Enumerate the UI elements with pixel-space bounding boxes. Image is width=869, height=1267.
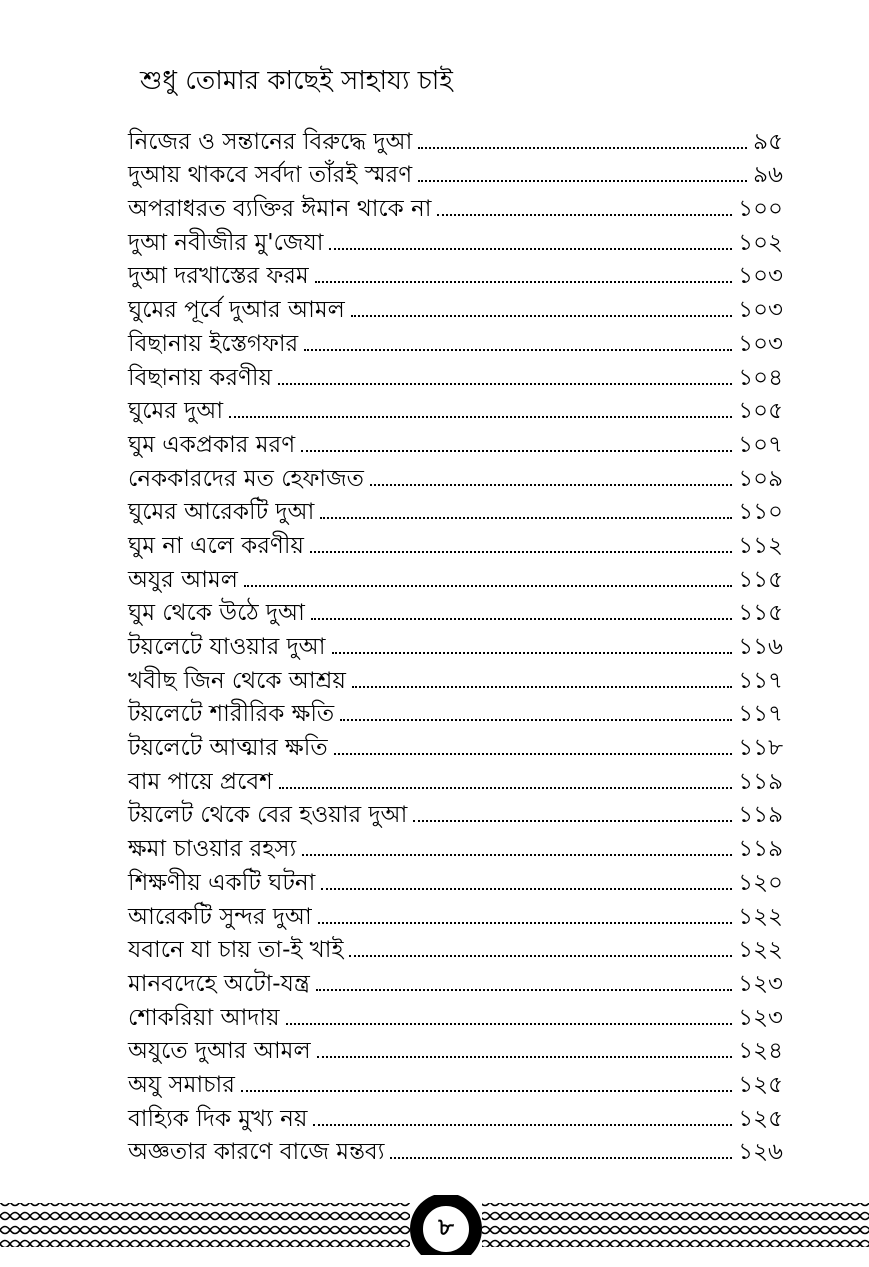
dotted-leader bbox=[332, 652, 733, 654]
toc-entry-page: ১০৩ bbox=[738, 330, 783, 357]
toc-entry bbox=[128, 1097, 783, 1131]
toc-entry-title: অযুর আমল bbox=[128, 566, 238, 593]
dotted-leader bbox=[229, 416, 732, 418]
dotted-leader bbox=[313, 1124, 732, 1126]
dotted-leader bbox=[278, 383, 732, 385]
toc-entry-title: বাহ্যিক দিক মুখ্য নয় bbox=[128, 1105, 308, 1132]
toc-entry-title: ঘুমের দুআ bbox=[128, 398, 224, 425]
toc-entry-title: বিছানায় করণীয় bbox=[128, 364, 273, 391]
toc-entry-page: ১১৫ bbox=[738, 600, 783, 627]
toc-entry bbox=[128, 1063, 783, 1097]
dotted-leader bbox=[334, 753, 733, 755]
toc-entry-page: ১২২ bbox=[738, 903, 783, 930]
toc-entry-page: ১২৩ bbox=[738, 1004, 783, 1031]
dotted-leader bbox=[390, 1157, 732, 1159]
toc-entry-title: অপরাধরত ব্যক্তির ঈমান থাকে না bbox=[128, 196, 432, 223]
toc-entry bbox=[128, 625, 783, 659]
toc-entry-page: ১১৭ bbox=[738, 667, 783, 694]
toc-entry bbox=[128, 693, 783, 727]
toc-entry-page: ১০৫ bbox=[738, 398, 783, 425]
dotted-leader bbox=[351, 315, 732, 317]
toc-entry-page: ১১৯ bbox=[738, 768, 783, 795]
toc-entry-title: নেককারদের মত হেফাজত bbox=[128, 465, 364, 492]
dotted-leader bbox=[304, 349, 732, 351]
toc-entry-page: ১১২ bbox=[738, 532, 783, 559]
toc-entry-title: দুআ নবীজীর মু'জেযা bbox=[128, 229, 324, 256]
toc-entry-page: ১১৭ bbox=[738, 701, 783, 728]
toc-entry-page: ১০৭ bbox=[738, 431, 783, 458]
toc-entry bbox=[128, 423, 783, 457]
toc-entry-title: ঘুমের পূর্বে দুআর আমল bbox=[128, 297, 345, 324]
dotted-leader bbox=[316, 989, 732, 991]
dotted-leader bbox=[244, 585, 732, 587]
toc-entry bbox=[128, 861, 783, 895]
toc-entry bbox=[128, 322, 783, 356]
toc-entry-title: ঘুম না এলে করণীয় bbox=[128, 532, 304, 559]
toc-entry-title: ঘুম একপ্রকার মরণ bbox=[128, 431, 296, 458]
toc-entry-page: ১২৫ bbox=[738, 1105, 783, 1132]
dotted-leader bbox=[320, 517, 732, 519]
toc-entry bbox=[128, 1030, 783, 1064]
toc-entry-page: ১২৩ bbox=[738, 970, 783, 997]
toc-entry-page: ১২৪ bbox=[738, 1038, 783, 1065]
dotted-leader bbox=[241, 1090, 732, 1092]
toc-entry bbox=[128, 726, 783, 760]
toc-entry bbox=[128, 996, 783, 1030]
dotted-leader bbox=[413, 820, 732, 822]
toc-entry bbox=[128, 929, 783, 963]
dotted-leader bbox=[352, 686, 732, 688]
toc-entry-page: ১১৮ bbox=[738, 735, 783, 762]
toc-entry bbox=[128, 760, 783, 794]
toc-entry-title: দুআ দরখাস্তের ফরম bbox=[128, 263, 309, 290]
dotted-leader bbox=[286, 1023, 733, 1025]
toc-entry-page: ১০৩ bbox=[738, 297, 783, 324]
toc-entry bbox=[128, 390, 783, 424]
toc-entry bbox=[128, 558, 783, 592]
toc-entry-page: ১০২ bbox=[738, 229, 783, 256]
toc-entry bbox=[128, 794, 783, 828]
toc-entry-page: ১১৯ bbox=[738, 836, 783, 863]
toc-entry-page: ১২৬ bbox=[738, 1139, 783, 1166]
toc-entry-title: ক্ষমা চাওয়ার রহস্য bbox=[128, 836, 297, 863]
toc-entry-page: ১১০ bbox=[738, 499, 783, 526]
dotted-leader bbox=[340, 719, 732, 721]
toc-entry bbox=[128, 659, 783, 693]
toc-entry bbox=[128, 120, 783, 154]
toc-entry-title: ঘুম থেকে উঠে দুআ bbox=[128, 600, 305, 627]
toc-entry-title: নিজের ও সন্তানের বিরুদ্ধে দুআ bbox=[128, 128, 413, 155]
toc-entry-page: ১২২ bbox=[738, 937, 783, 964]
toc-entry-title: দুআয় থাকবে সর্বদা তাঁরই স্মরণ bbox=[128, 162, 413, 189]
toc-entry-title: বাম পায়ে প্রবেশ bbox=[128, 768, 273, 795]
toc-entry bbox=[128, 592, 783, 626]
toc-entry-title: অজ্ঞতার কারণে বাজে মন্তব্য bbox=[128, 1139, 385, 1166]
toc-entry-title: ঘুমের আরেকটি দুআ bbox=[128, 499, 315, 526]
dotted-leader bbox=[315, 281, 732, 283]
toc-entry bbox=[128, 827, 783, 861]
toc-entry bbox=[128, 524, 783, 558]
dotted-leader bbox=[329, 248, 732, 250]
dotted-leader bbox=[370, 484, 732, 486]
toc-entry bbox=[128, 962, 783, 996]
dotted-leader bbox=[279, 787, 732, 789]
page-number: ৮ bbox=[420, 1203, 472, 1255]
toc-entry-title: টয়লেটে শারীরিক ক্ষতি bbox=[128, 701, 335, 728]
toc-entry bbox=[128, 1131, 783, 1165]
toc-entry-page: ১২০ bbox=[738, 869, 783, 896]
toc-entry bbox=[128, 457, 783, 491]
toc-entry-page: ১০০ bbox=[738, 196, 783, 223]
toc-entry bbox=[128, 491, 783, 525]
toc-entry-page: ৯৫ bbox=[753, 128, 783, 155]
toc-entry-page: ১২৫ bbox=[738, 1071, 783, 1098]
toc-entry bbox=[128, 187, 783, 221]
table-of-contents bbox=[128, 120, 783, 1164]
dotted-leader bbox=[349, 955, 732, 957]
toc-entry-page: ১১৯ bbox=[738, 802, 783, 829]
toc-entry-title: শিক্ষণীয় একটি ঘটনা bbox=[128, 869, 316, 896]
toc-entry-page: ১১৬ bbox=[738, 634, 783, 660]
toc-entry-page: ১০৪ bbox=[738, 364, 783, 391]
dotted-leader bbox=[311, 618, 732, 620]
dotted-leader bbox=[318, 922, 732, 924]
dotted-leader bbox=[317, 1056, 733, 1058]
dotted-leader bbox=[310, 551, 732, 553]
toc-entry bbox=[128, 221, 783, 255]
toc-entry-page: ১০৩ bbox=[738, 263, 783, 290]
toc-entry bbox=[128, 154, 783, 188]
toc-entry-page: ৯৬ bbox=[753, 162, 783, 189]
page-title: শুধু তোমার কাছেই সাহায্য চাই bbox=[140, 66, 453, 96]
dotted-leader bbox=[302, 854, 732, 856]
dotted-leader bbox=[437, 214, 732, 216]
toc-entry bbox=[128, 288, 783, 322]
toc-entry bbox=[128, 356, 783, 390]
toc-entry-page: ১০৯ bbox=[738, 465, 783, 492]
toc-entry-title: টয়লেটে আত্মার ক্ষতি bbox=[128, 735, 328, 762]
dotted-leader bbox=[301, 450, 732, 452]
dotted-leader bbox=[418, 147, 747, 149]
toc-entry-page: ১১৫ bbox=[738, 566, 783, 593]
toc-entry-title: টয়লেট থেকে বের হওয়ার দুআ bbox=[128, 802, 408, 829]
toc-entry-title: বিছানায় ইস্তেগফার bbox=[128, 330, 299, 357]
toc-entry-title: খবীছ জিন থেকে আশ্রয় bbox=[128, 667, 346, 694]
toc-entry-title: অযুতে দুআর আমল bbox=[128, 1038, 311, 1065]
toc-entry bbox=[128, 895, 783, 929]
toc-entry-title: শোকরিয়া আদায় bbox=[128, 1004, 280, 1031]
dotted-leader bbox=[418, 180, 747, 182]
toc-entry-title: আরেকটি সুন্দর দুআ bbox=[128, 903, 312, 930]
toc-entry-title: অযু সমাচার bbox=[128, 1071, 235, 1098]
dotted-leader bbox=[321, 888, 732, 890]
toc-entry-title: মানবদেহে অটো-যন্ত্র bbox=[128, 970, 310, 997]
toc-entry bbox=[128, 255, 783, 289]
toc-entry-title: যবানে যা চায় তা-ই খাই bbox=[128, 937, 344, 964]
toc-entry-title: টয়লেটে যাওয়ার দুআ bbox=[128, 634, 326, 660]
